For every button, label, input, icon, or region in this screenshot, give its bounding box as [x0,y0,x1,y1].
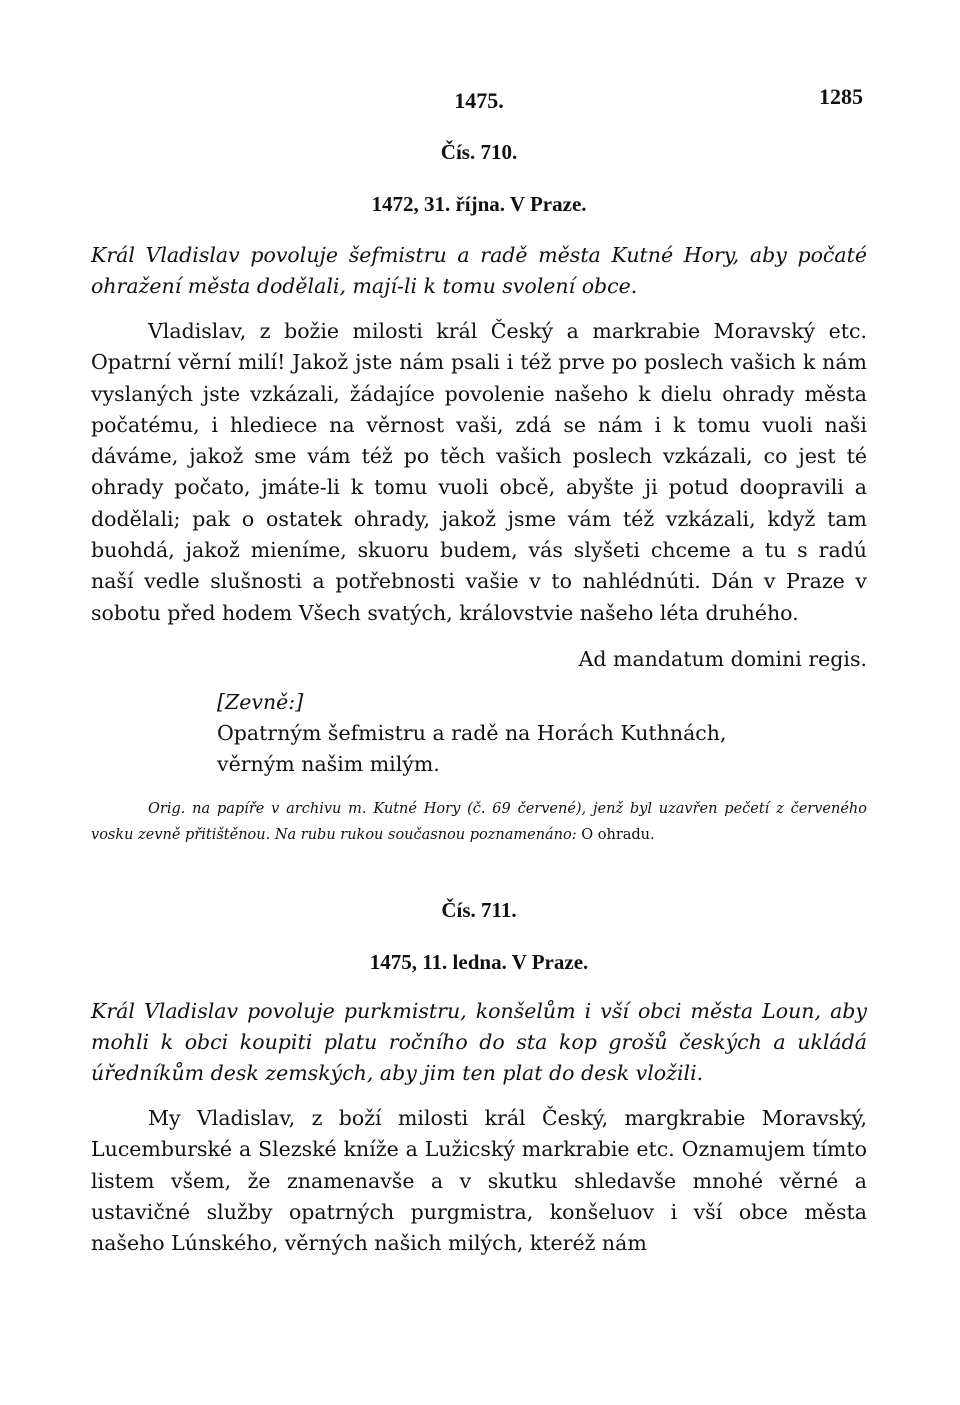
document-710-date: 1472, 31. října. V Praze. [371,192,587,216]
running-header-year: 1475. [454,88,504,113]
document-711-date: 1475, 11. ledna. V Praze. [369,949,589,974]
document-711-number: Čís. 711. [441,897,517,922]
running-header [91,78,867,118]
document-710-address [217,687,867,780]
page-number: 1285 [819,84,863,109]
document-711-regest: Král Vladislav povoluje purkmistru, konšelům i vší obci města Loun, aby mohli k obci koupiti platu ročního do sta kop grošů českých a ukládá úředníkům desk zemských, aby jim ten plat do desk vložili. [91,998,867,1085]
address-line-1: Opatrným šefmistru a radě na Horách Kuthnách, [217,720,727,745]
document-710-body: Vladislav, z božie milosti král Český a markrabie Moravský etc. Opatrní věrní milí! Jakož jste nám psali i též prve po poslech vašich k nám vyslaných jste vzkázali, žádajíce povolenie našeho k dielu ohrady města počatému, i hlediece na věrnost vaši, zdá se nám i k tomu vuoli naši dáváme, jakož sme vám též po těch vašich poslech vzkázali, co jest té ohrady počato, jmáte-li k tomu vuoli obcě, abyšte ji potud doopravili a dodělali; pak o ostatek ohrady, jakož jsme vám též vzkázali, když tam buohdá, jakož mieníme, skuoru budem, vás slyšeti chceme a tu s radú naší vedle slušnosti a potřebnosti vašie v to nahlédnúti. Dán v Praze v sobotu před hodem Všech svatých, královstvie našeho léta druhého. [91,319,867,625]
address-line-2: věrným našim milým. [217,751,440,776]
source-note-italic: Orig. na papíře v archivu m. Kutné Hory (č. 69 červené), jenž byl uzavřen pečetí z červeného vosku zevně přitištěnou. Na rubu rukou současnou poznamenáno: [91,800,867,843]
document-page [91,78,867,1259]
address-label: [Zevně:] [217,689,304,714]
document-710-source-note [91,796,867,848]
document-710-number: Čís. 710. [440,140,518,164]
source-note-endorsement: O ohradu. [581,826,655,843]
document-710-regest: Král Vladislav povoluje šefmistru a radě města Kutné Hory, aby počaté ohražení města dodělali, mají-li k tomu svolení obce. [91,243,867,298]
document-711-body: My Vladislav, z boží milosti král Český, margkrabie Moravský, Lucemburské a Slezské kníže a Lužicský markrabie etc. Oznamujem tímto listem všem, že znamenavše a v skutku shledavše mnohé věrné a ustavičné služby opatrných purgmistra, konšeluov i vší obce města našeho Lúnského, věrných našich milých, kteréž nám [91,1105,867,1256]
document-710-mandatum: Ad mandatum domini regis. [578,646,867,671]
